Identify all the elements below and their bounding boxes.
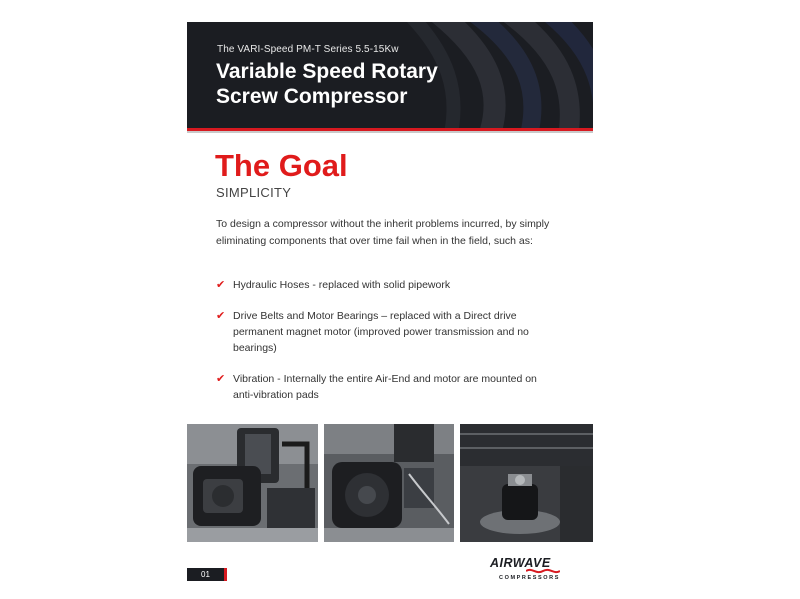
grey-divider <box>187 131 593 133</box>
header-banner <box>187 22 593 128</box>
logo-tagline: COMPRESSORS <box>499 575 560 581</box>
photo-strip <box>187 424 593 542</box>
series-subtitle: The VARI-Speed PM-T Series 5.5-15Kw <box>217 44 399 55</box>
title-line-2: Screw Compressor <box>216 85 408 108</box>
check-icon: ✔ <box>216 309 226 322</box>
compressor-air-end-photo <box>187 424 318 542</box>
section-subheading: SIMPLICITY <box>216 185 292 200</box>
airwave-logo <box>490 556 570 584</box>
list-item-text: Hydraulic Hoses - replaced with solid pipework <box>233 279 451 291</box>
list-item-text: Vibration - Internally the entire Air-End and motor are mounted on anti-vibration pads <box>233 373 537 401</box>
brochure-page <box>187 22 593 586</box>
check-icon: ✔ <box>216 278 226 291</box>
intro-paragraph: To design a compressor without the inherit problems incurred, by simply eliminating components that over time fail when in the field, such as: <box>216 218 550 247</box>
page-number-accent <box>224 568 227 581</box>
wave-icon <box>526 567 560 575</box>
list-item-text: Drive Belts and Motor Bearings – replaced with a Direct drive permanent magnet motor (improved power transmission and no bearings) <box>233 310 529 354</box>
page-number: 01 <box>187 568 224 581</box>
logo-wordmark: AIRWAVE <box>490 556 551 570</box>
permanent-magnet-motor-photo <box>324 424 454 542</box>
check-icon: ✔ <box>216 372 226 385</box>
section-heading: The Goal <box>215 148 348 183</box>
title-line-1: Variable Speed Rotary <box>216 60 438 83</box>
page-title <box>216 59 438 109</box>
anti-vibration-pad-photo <box>460 424 593 542</box>
